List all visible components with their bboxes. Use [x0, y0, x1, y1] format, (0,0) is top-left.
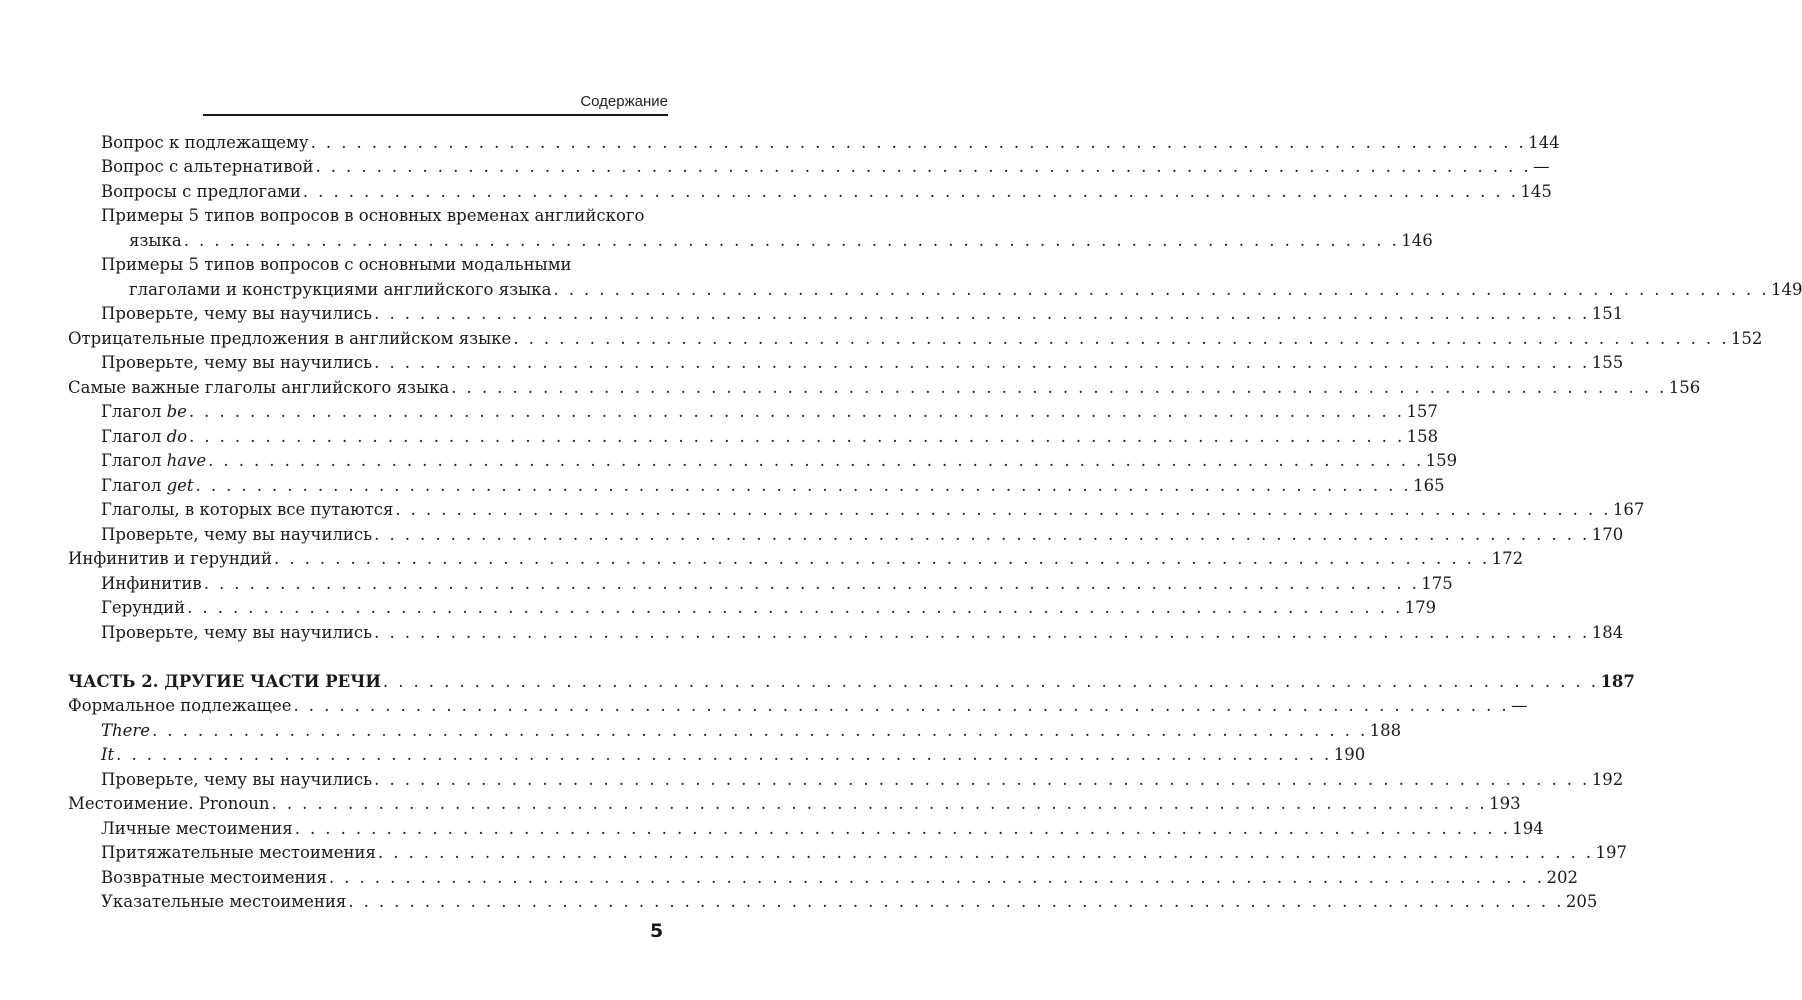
- toc-entry[interactable]: [68, 618, 1624, 643]
- toc-entry-title: [68, 377, 449, 398]
- toc-entry-page: 145: [1520, 181, 1552, 201]
- leader-dots: . . . . . . . . . . . . . . . . . . . . . . . . . . . . . . . . . . . . . . . . . . . . . . . . . . . . . . . . . . . . . . . . . . . . . . . . . . . . . . . .: [374, 524, 1590, 544]
- toc-entry-title: [101, 205, 644, 226]
- toc-entry-page: 187: [1600, 671, 1635, 691]
- toc-entry[interactable]: [68, 496, 1645, 521]
- toc-entry-title: [129, 230, 182, 251]
- running-header-title: Содержание: [580, 93, 668, 110]
- toc-entry-title: [101, 450, 206, 471]
- leader-dots: . . . . . . . . . . . . . . . . . . . . . . . . . . . . . . . . . . . . . . . . . . . . . . . . . . . . . . . . . . . . . . . . . . . . . . . . . . . . . . . .: [451, 377, 1667, 397]
- toc-entry-page: —: [1533, 157, 1550, 176]
- leader-dots: . . . . . . . . . . . . . . . . . . . . . . . . . . . . . . . . . . . . . . . . . . . . . . . . . . . . . . . . . . . . . . . . . . . . . . . . . . . . . . . .: [328, 867, 1545, 887]
- toc-entry-text: Проверьте, чему вы научились: [101, 622, 373, 642]
- toc-entry-page: 188: [1369, 720, 1402, 740]
- toc-entry[interactable]: [68, 177, 1552, 202]
- leader-dots: . . . . . . . . . . . . . . . . . . . . . . . . . . . . . . . . . . . . . . . . . . . . . . . . . . . . . . . . . . . . . . . . . . . . . . . . . . . . . . . .: [302, 181, 1519, 201]
- toc-entry-text: Проверьте, чему вы научились: [101, 769, 373, 789]
- toc-entry-title: [101, 132, 309, 153]
- leader-dots: . . . . . . . . . . . . . . . . . . . . . . . . . . . . . . . . . . . . . . . . . . . . . . . . . . . . . . . . . . . . . . . . . . . . . . . . . . . . . . . .: [271, 794, 1488, 813]
- toc-entry-page: 146: [1401, 230, 1433, 250]
- leader-dots: . . . . . . . . . . . . . . . . . . . . . . . . . . . . . . . . . . . . . . . . . . . . . . . . . . . . . . . . . . . . . . . . . . . . . . . . . . . . . . . .: [203, 573, 1420, 593]
- toc-entry-title: [101, 573, 202, 594]
- toc-entry-text: Инфинитив и герундий: [68, 549, 273, 568]
- toc-entry-title: [101, 401, 187, 422]
- toc-entry-title: [68, 671, 381, 692]
- toc-entry-text: Проверьте, чему вы научились: [101, 524, 373, 544]
- toc-entry-title: [68, 548, 272, 569]
- toc-entry-text: Отрицательные предложения в английском языке: [68, 328, 512, 348]
- toc-entry-page: 194: [1512, 818, 1544, 838]
- toc-entry[interactable]: [68, 716, 1402, 741]
- leader-dots: . . . . . . . . . . . . . . . . . . . . . . . . . . . . . . . . . . . . . . . . . . . . . . . . . . . . . . . . . . . . . . . . . . . . . . . . . . . . . . . .: [374, 622, 1590, 642]
- leader-dots: . . . . . . . . . . . . . . . . . . . . . . . . . . . . . . . . . . . . . . . . . . . . . . . . . . . . . . . . . . . . . . . . . . . . . . . . . . . . . . . .: [183, 230, 1400, 250]
- toc-entry-page: 149: [1770, 279, 1802, 299]
- toc-entry[interactable]: [68, 569, 1453, 594]
- toc-entry-text: Формальное подлежащее: [68, 696, 292, 715]
- leader-dots: . . . . . . . . . . . . . . . . . . . . . . . . . . . . . . . . . . . . . . . . . . . . . . . . . . . . . . . . . . . . . . . . . . . . . . . . . . . . . . . .: [310, 132, 1527, 152]
- toc-entry-page: 172: [1491, 549, 1524, 568]
- toc-entry-page: 159: [1425, 451, 1458, 470]
- leader-dots: . . . . . . . . . . . . . . . . . . . . . . . . . . . . . . . . . . . . . . . . . . . . . . . . . . . . . . . . . . . . . . . . . . . . . . . . . . . . . . . .: [294, 818, 1511, 838]
- toc-entry[interactable]: [68, 692, 1528, 717]
- toc-entry-text: Вопрос к подлежащему: [101, 132, 309, 152]
- leader-dots: . . . . . . . . . . . . . . . . . . . . . . . . . . . . . . . . . . . . . . . . . . . . . . . . . . . . . . . . . . . . . . . . . . . . . . . . . . . . . . . .: [553, 279, 1769, 299]
- toc-entry-title: [101, 499, 393, 520]
- toc-entry-page: 151: [1591, 304, 1624, 323]
- toc-entry-title: [68, 793, 270, 814]
- toc-entry[interactable]: [68, 520, 1624, 545]
- leader-dots: . . . . . . . . . . . . . . . . . . . . . . . . . . . . . . . . . . . . . . . . . . . . . . . . . . . . . . . . . . . . . . . . . . . . . . . . . . . . . . . .: [513, 328, 1729, 348]
- leader-dots: . . . . . . . . . . . . . . . . . . . . . . . . . . . . . . . . . . . . . . . . . . . . . . . . . . . . . . . . . . . . . . . . . . . . . . . . . . . . . . . .: [374, 353, 1590, 372]
- toc-entry-text: Указательные местоимения: [101, 892, 347, 911]
- page-number: 5: [650, 920, 664, 942]
- leader-dots: . . . . . . . . . . . . . . . . . . . . . . . . . . . . . . . . . . . . . . . . . . . . . . . . . . . . . . . . . . . . . . . . . . . . . . . . . . . . . . . .: [188, 402, 1405, 421]
- toc-entry-text: языка: [129, 230, 182, 250]
- toc-entry-page: 156: [1668, 377, 1701, 397]
- toc-entry[interactable]: [68, 447, 1458, 472]
- toc-entry-text: Глагол: [101, 402, 167, 421]
- leader-dots: . . . . . . . . . . . . . . . . . . . . . . . . . . . . . . . . . . . . . . . . . . . . . . . . . . . . . . . . . . . . . . . . . . . . . . . . . . . . . . . .: [274, 549, 1490, 568]
- toc-entry-page: 179: [1404, 598, 1437, 617]
- toc-entry[interactable]: [68, 765, 1624, 790]
- toc-entry[interactable]: [68, 545, 1524, 570]
- toc-entry-text: ЧАСТЬ 2. ДРУГИЕ ЧАСТИ РЕЧИ: [68, 671, 381, 691]
- toc-entry-text: Проверьте, чему вы научились: [101, 353, 373, 372]
- toc-entry-title: [101, 352, 372, 373]
- leader-dots: . . . . . . . . . . . . . . . . . . . . . . . . . . . . . . . . . . . . . . . . . . . . . . . . . . . . . . . . . . . . . . . . . . . . . . . . . . . . . . . .: [195, 475, 1412, 495]
- toc-entry-text: Глагол: [101, 475, 167, 495]
- toc-entry-title: [101, 597, 185, 618]
- toc-entry-title: [101, 842, 376, 863]
- toc-entry[interactable]: [68, 814, 1544, 839]
- toc-entry-title: [101, 156, 313, 177]
- toc-entry-title: [101, 867, 327, 888]
- toc-entry-title: [101, 426, 187, 447]
- leader-dots: . . . . . . . . . . . . . . . . . . . . . . . . . . . . . . . . . . . . . . . . . . . . . . . . . . . . . . . . . . . . . . . . . . . . . . . . . . . . . . . .: [395, 500, 1611, 519]
- toc-entry[interactable]: [68, 373, 1701, 398]
- toc-entry-page: 202: [1546, 867, 1578, 887]
- toc-entry-page: 152: [1730, 328, 1763, 348]
- toc-entry-italic-term: get: [166, 475, 194, 495]
- toc-entry[interactable]: [68, 790, 1521, 815]
- toc-entry[interactable]: [68, 398, 1438, 423]
- toc-entry[interactable]: [68, 594, 1437, 619]
- toc-entry[interactable]: [68, 888, 1598, 913]
- toc-entry-italic-term: There: [101, 720, 151, 740]
- toc-entry-page: 144: [1528, 132, 1560, 152]
- leader-dots: . . . . . . . . . . . . . . . . . . . . . . . . . . . . . . . . . . . . . . . . . . . . . . . . . . . . . . . . . . . . . . . . . . . . . . . . . . . . . . . .: [374, 304, 1590, 323]
- toc-entry[interactable]: [68, 275, 1802, 300]
- toc-entry-page: 175: [1421, 573, 1453, 593]
- toc-entry-page: 192: [1591, 769, 1624, 789]
- toc-entry-text: Глаголы, в которых все путаются: [101, 500, 394, 519]
- toc-entry[interactable]: [68, 324, 1763, 349]
- toc-entry-page: 205: [1565, 892, 1598, 911]
- toc-entry-text: Инфинитив: [101, 573, 202, 593]
- section-gap: [68, 643, 668, 668]
- toc-entry-title: [101, 254, 572, 275]
- toc-entry[interactable]: [68, 226, 1433, 251]
- leader-dots: . . . . . . . . . . . . . . . . . . . . . . . . . . . . . . . . . . . . . . . . . . . . . . . . . . . . . . . . . . . . . . . . . . . . . . . . . . . . . . . .: [116, 745, 1332, 764]
- leader-dots: . . . . . . . . . . . . . . . . . . . . . . . . . . . . . . . . . . . . . . . . . . . . . . . . . . . . . . . . . . . . . . . . . . . . . . . . . . . . . . . .: [374, 769, 1590, 789]
- leader-dots: . . . . . . . . . . . . . . . . . . . . . . . . . . . . . . . . . . . . . . . . . . . . . . . . . . . . . . . . . . . . . . . . . . . . . . . . . . . . . . . .: [348, 892, 1564, 911]
- table-of-contents: [68, 128, 1802, 912]
- toc-entry[interactable]: [68, 251, 668, 276]
- toc-entry[interactable]: [68, 349, 1624, 374]
- toc-entry-text: глаголами и конструкциями английского языка: [129, 279, 552, 299]
- leader-dots: . . . . . . . . . . . . . . . . . . . . . . . . . . . . . . . . . . . . . . . . . . . . . . . . . . . . . . . . . . . . . . . . . . . . . . . . . . . . . . . .: [187, 598, 1403, 617]
- toc-entry-text: Проверьте, чему вы научились: [101, 304, 373, 323]
- leader-dots: . . . . . . . . . . . . . . . . . . . . . . . . . . . . . . . . . . . . . . . . . . . . . . . . . . . . . . . . . . . . . . . . . . . . . . . . . . . . . . . .: [382, 671, 1599, 691]
- toc-entry[interactable]: [68, 202, 668, 227]
- toc-entry-title: [68, 328, 511, 349]
- leader-dots: . . . . . . . . . . . . . . . . . . . . . . . . . . . . . . . . . . . . . . . . . . . . . . . . . . . . . . . . . . . . . . . . . . . . . . . . . . . . . . . .: [315, 157, 1532, 176]
- toc-entry-title: [101, 622, 372, 643]
- toc-entry[interactable]: [68, 667, 1635, 692]
- toc-entry-page: 193: [1489, 794, 1521, 813]
- leader-dots: . . . . . . . . . . . . . . . . . . . . . . . . . . . . . . . . . . . . . . . . . . . . . . . . . . . . . . . . . . . . . . . . . . . . . . . . . . . . . . . .: [208, 451, 1424, 470]
- toc-entry[interactable]: [68, 422, 1439, 447]
- leader-dots: . . . . . . . . . . . . . . . . . . . . . . . . . . . . . . . . . . . . . . . . . . . . . . . . . . . . . . . . . . . . . . . . . . . . . . . . . . . . . . . .: [189, 426, 1405, 446]
- toc-entry-italic-term: be: [166, 402, 187, 421]
- toc-entry[interactable]: [68, 839, 1627, 864]
- toc-entry-text: Личные местоимения: [101, 818, 293, 838]
- leader-dots: . . . . . . . . . . . . . . . . . . . . . . . . . . . . . . . . . . . . . . . . . . . . . . . . . . . . . . . . . . . . . . . . . . . . . . . . . . . . . . . .: [152, 720, 1368, 740]
- leader-dots: . . . . . . . . . . . . . . . . . . . . . . . . . . . . . . . . . . . . . . . . . . . . . . . . . . . . . . . . . . . . . . . . . . . . . . . . . . . . . . . .: [293, 696, 1510, 715]
- toc-entry-text: Герундий: [101, 598, 186, 617]
- toc-entry-text: Примеры 5 типов вопросов с основными модальными: [101, 255, 572, 274]
- toc-entry[interactable]: [68, 741, 1366, 766]
- toc-entry-page: 157: [1406, 402, 1438, 421]
- toc-entry-page: 197: [1595, 843, 1627, 862]
- toc-entry-title: [68, 695, 292, 716]
- toc-entry-title: [101, 303, 372, 324]
- toc-entry-title: [101, 769, 372, 790]
- toc-entry[interactable]: [68, 863, 1578, 888]
- toc-entry-text: Примеры 5 типов вопросов в основных временах английского: [101, 206, 645, 225]
- leader-dots: . . . . . . . . . . . . . . . . . . . . . . . . . . . . . . . . . . . . . . . . . . . . . . . . . . . . . . . . . . . . . . . . . . . . . . . . . . . . . . . .: [377, 843, 1594, 862]
- toc-entry-page: 170: [1591, 524, 1624, 544]
- toc-entry-page: 155: [1591, 353, 1624, 372]
- toc-entry-italic-term: do: [166, 426, 188, 446]
- toc-entry-page: 158: [1406, 426, 1439, 446]
- toc-entry-title: [101, 720, 150, 741]
- toc-entry-title: [101, 524, 372, 545]
- toc-entry-italic-term: It: [101, 745, 115, 764]
- toc-entry-italic-term: have: [166, 451, 207, 470]
- toc-entry-page: 184: [1591, 622, 1624, 642]
- toc-entry-text: Вопрос с альтернативой: [101, 157, 314, 176]
- toc-entry-page: —: [1511, 696, 1528, 715]
- toc-entry-text: Местоимение. Pronoun: [68, 794, 270, 813]
- toc-entry[interactable]: [68, 128, 1560, 153]
- toc-entry-title: [101, 818, 293, 839]
- toc-entry-text: Глагол: [101, 451, 167, 470]
- toc-entry[interactable]: [68, 153, 1550, 178]
- toc-entry-title: [101, 181, 301, 202]
- toc-entry-page: 167: [1612, 500, 1645, 519]
- toc-entry-title: [129, 279, 551, 300]
- toc-entry-title: [101, 891, 346, 912]
- toc-entry-page: 190: [1333, 745, 1366, 764]
- toc-entry[interactable]: [68, 471, 1445, 496]
- toc-entry[interactable]: [68, 300, 1624, 325]
- toc-entry-text: Вопросы с предлогами: [101, 181, 301, 201]
- toc-entry-title: [101, 475, 194, 496]
- toc-entry-text: Самые важные глаголы английского языка: [68, 377, 450, 397]
- toc-entry-page: 165: [1413, 475, 1445, 495]
- toc-entry-title: [101, 744, 114, 765]
- toc-entry-text: Возвратные местоимения: [101, 867, 327, 887]
- running-header: [203, 92, 668, 116]
- toc-entry-text: Притяжательные местоимения: [101, 843, 376, 862]
- toc-entry-text: Глагол: [101, 426, 167, 446]
